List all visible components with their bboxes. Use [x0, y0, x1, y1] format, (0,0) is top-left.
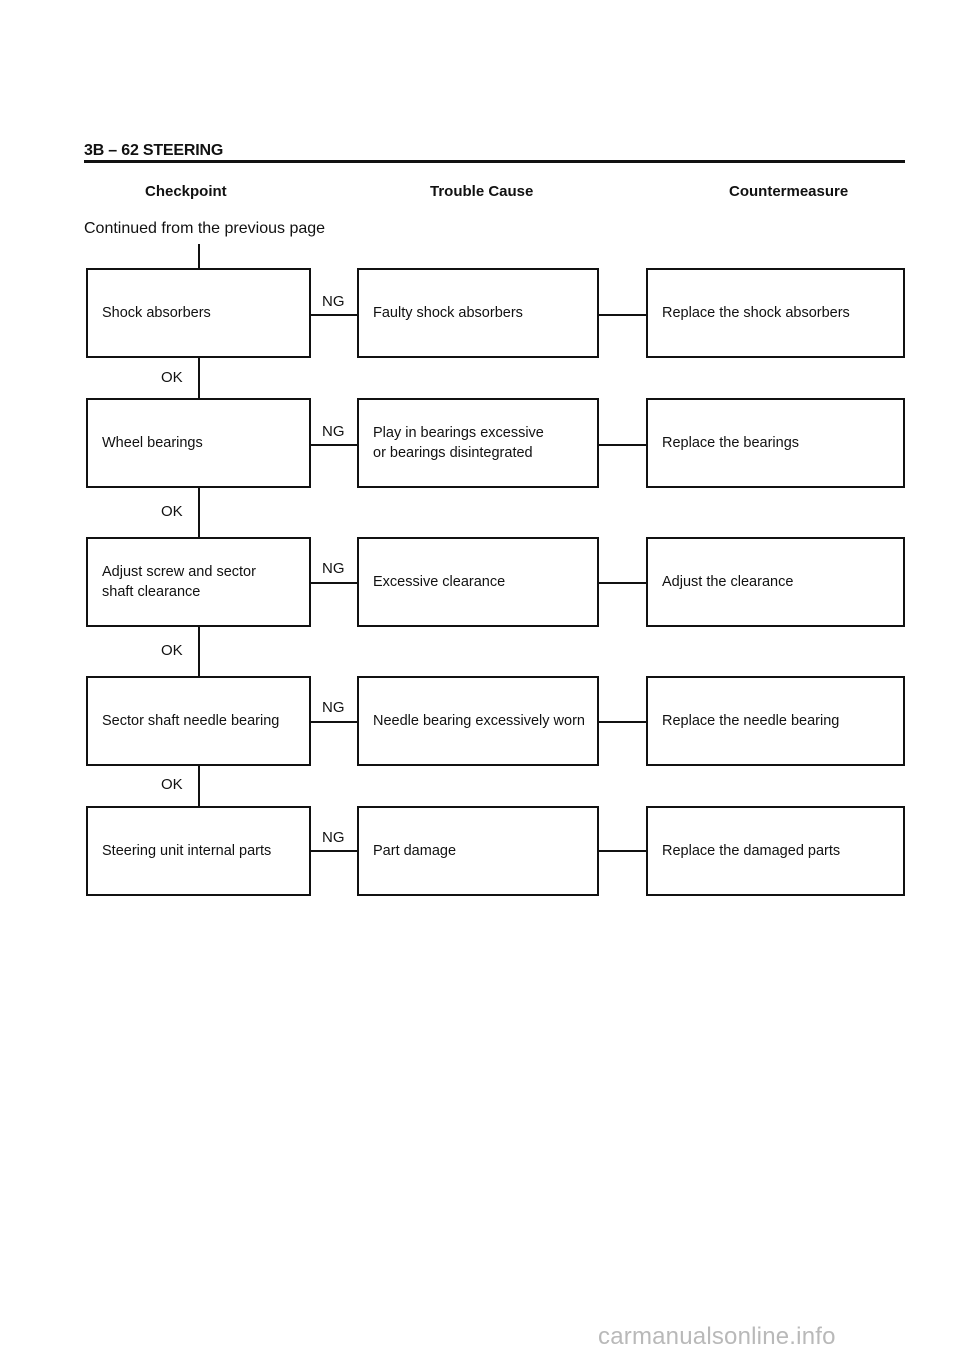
ng-label: NG — [322, 699, 345, 716]
ng-connector — [311, 721, 357, 723]
ng-label: NG — [322, 560, 345, 577]
cause-box: Excessive clearance — [357, 537, 599, 627]
ok-connector — [198, 358, 200, 398]
cause-connector — [599, 850, 646, 852]
ok-label: OK — [161, 503, 183, 520]
cause-connector — [599, 582, 646, 584]
countermeasure-box: Adjust the clearance — [646, 537, 905, 627]
ng-connector — [311, 582, 357, 584]
countermeasure-box: Replace the damaged parts — [646, 806, 905, 896]
ng-label: NG — [322, 829, 345, 846]
countermeasure-box: Replace the bearings — [646, 398, 905, 488]
ng-label: NG — [322, 293, 345, 310]
column-header-trouble-cause: Trouble Cause — [430, 183, 534, 200]
ng-connector — [311, 314, 357, 316]
ok-connector — [198, 488, 200, 537]
ng-connector — [311, 850, 357, 852]
page-header: 3B – 62 STEERING — [84, 142, 224, 159]
cause-connector — [599, 314, 646, 316]
header-rule — [84, 160, 905, 163]
cause-connector — [599, 721, 646, 723]
connector-continued — [198, 244, 200, 268]
ok-label: OK — [161, 776, 183, 793]
cause-connector — [599, 444, 646, 446]
checkpoint-box: Wheel bearings — [86, 398, 311, 488]
cause-box: Play in bearings excessive or bearings disintegrated — [357, 398, 599, 488]
checkpoint-box: Adjust screw and sector shaft clearance — [86, 537, 311, 627]
column-header-checkpoint: Checkpoint — [145, 183, 227, 200]
ok-connector — [198, 766, 200, 806]
cause-box: Part damage — [357, 806, 599, 896]
watermark: carmanualsonline.info — [598, 1323, 836, 1350]
ok-label: OK — [161, 369, 183, 386]
ng-label: NG — [322, 423, 345, 440]
ok-connector — [198, 627, 200, 676]
cause-box: Faulty shock absorbers — [357, 268, 599, 358]
ng-connector — [311, 444, 357, 446]
continued-note: Continued from the previous page — [84, 220, 326, 237]
cause-box: Needle bearing excessively worn — [357, 676, 599, 766]
checkpoint-box: Steering unit internal parts — [86, 806, 311, 896]
column-header-countermeasure: Countermeasure — [729, 183, 849, 200]
countermeasure-box: Replace the shock absorbers — [646, 268, 905, 358]
countermeasure-box: Replace the needle bearing — [646, 676, 905, 766]
checkpoint-box: Sector shaft needle bearing — [86, 676, 311, 766]
ok-label: OK — [161, 642, 183, 659]
checkpoint-box: Shock absorbers — [86, 268, 311, 358]
